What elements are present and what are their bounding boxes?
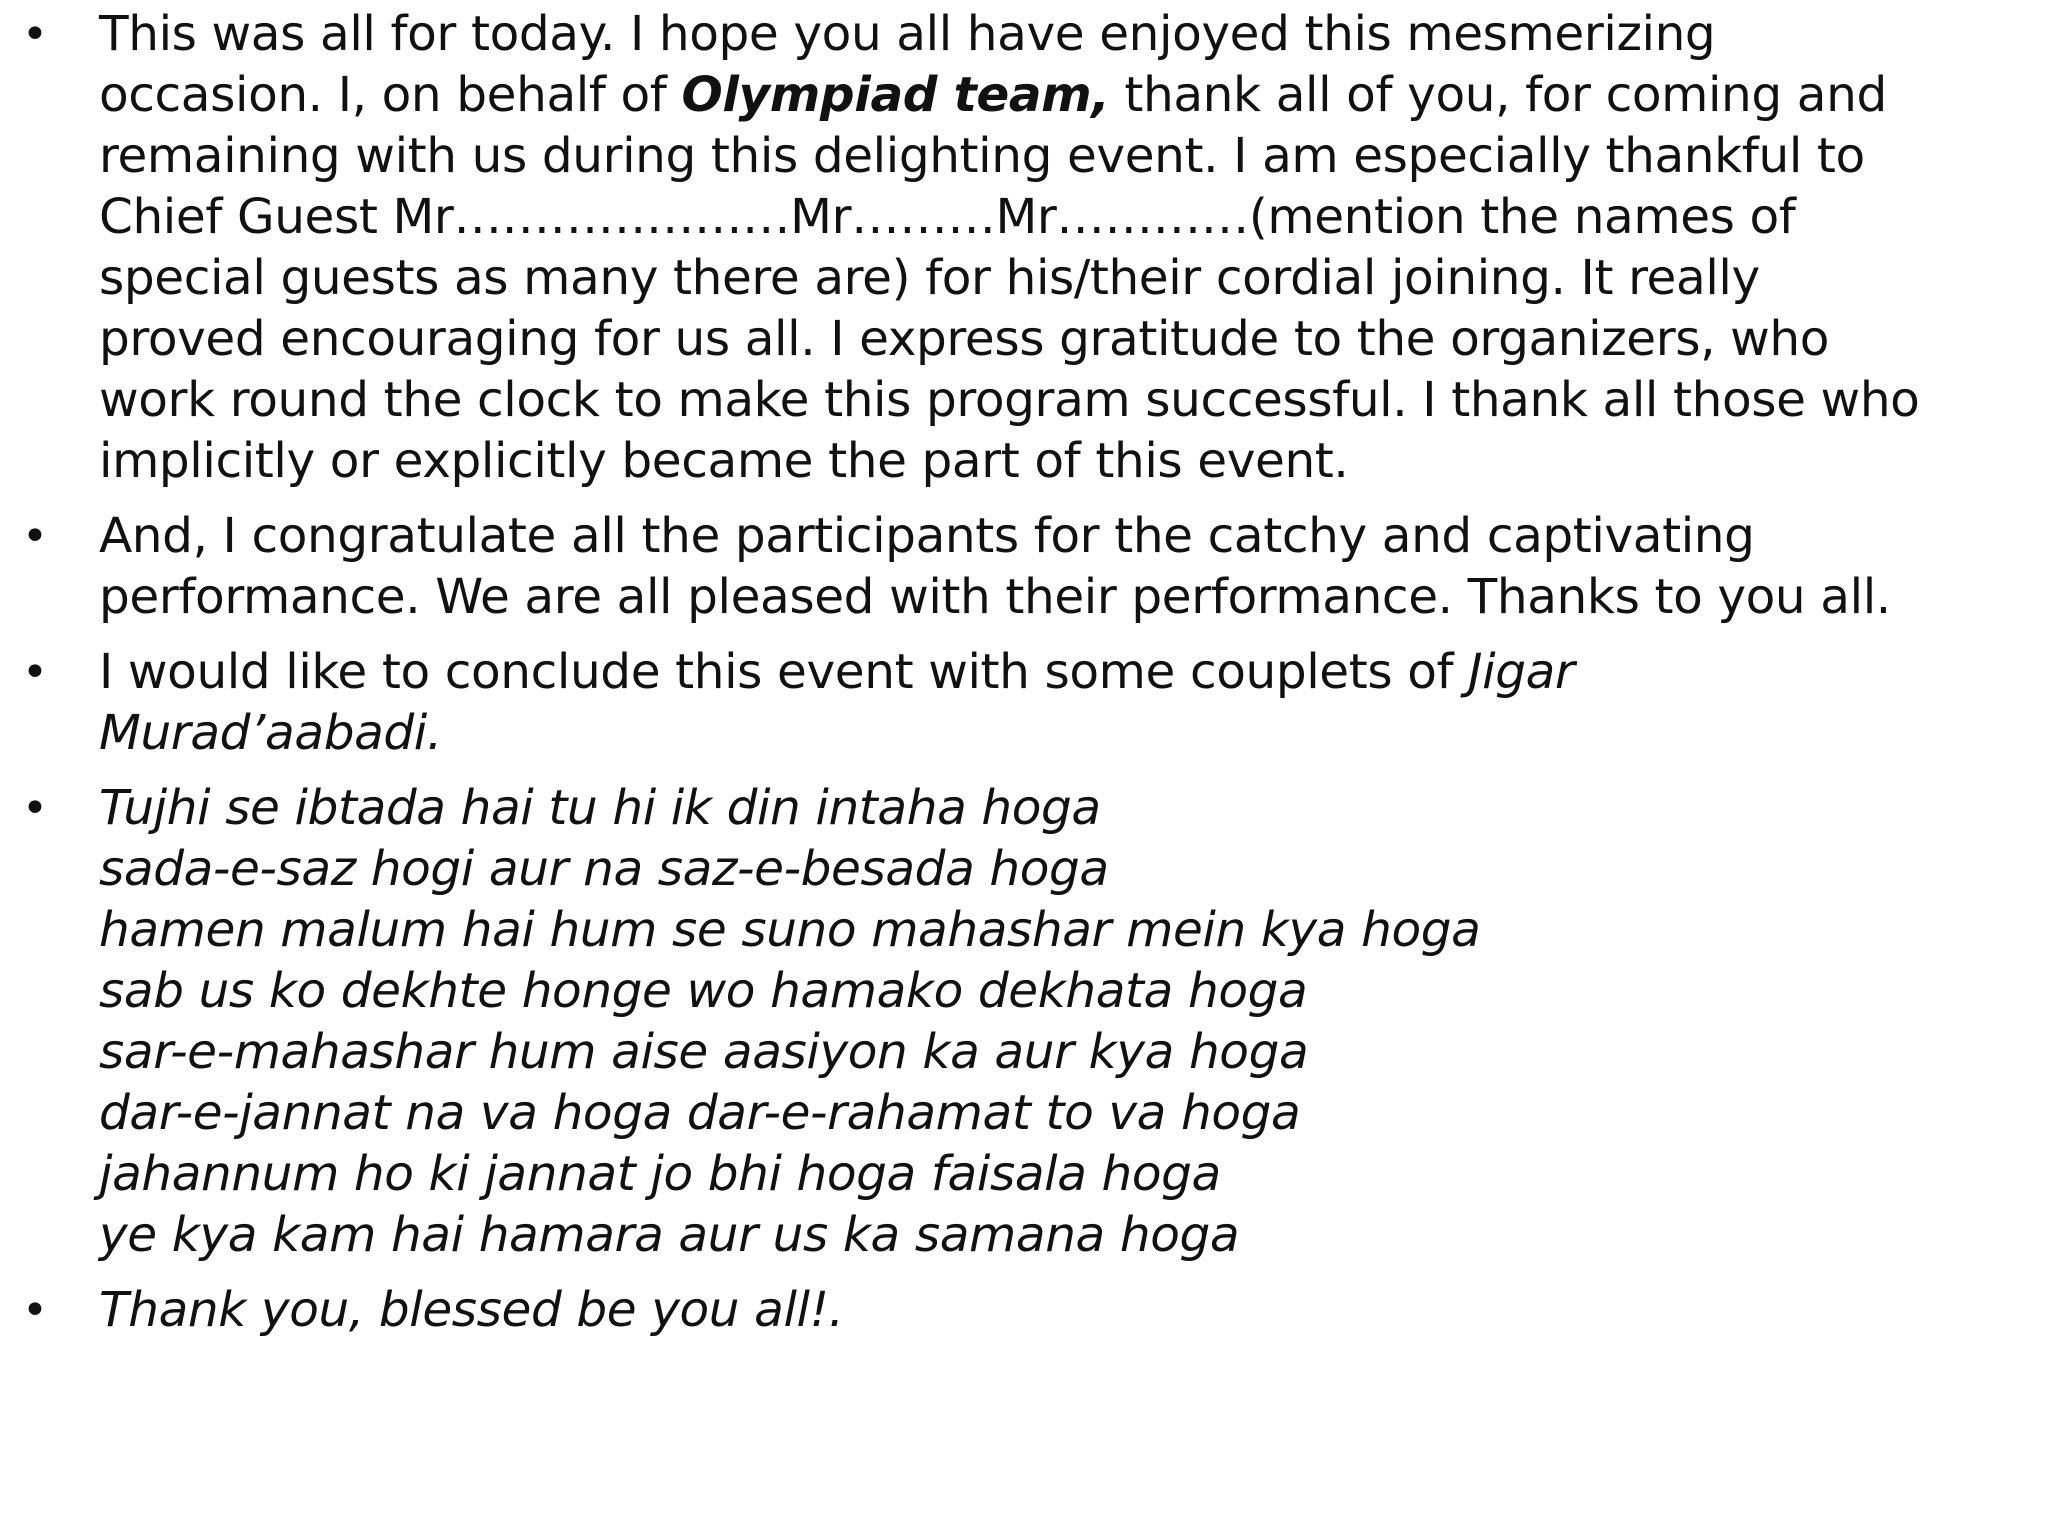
- bullet-icon: •: [22, 647, 48, 698]
- text-line: implicitly or explicitly became the part of this event.: [99, 433, 1349, 489]
- text-line: And, I congratulate all the participants for the catchy and captivating: [99, 508, 1755, 564]
- poem-line: sab us ko dekhte honge wo hamako dekhata hoga: [99, 963, 1308, 1019]
- text-line: Chief Guest Mr…………………Mr………Mr…………(mention the names of: [99, 189, 1796, 245]
- text-run: thank all of you, for coming and: [1109, 67, 1887, 123]
- bullet-icon: •: [22, 1285, 48, 1336]
- poem-line: sar-e-mahashar hum aise aasiyon ka aur kya hoga: [99, 1024, 1309, 1080]
- olympiad-team-emphasis: Olympiad team,: [681, 67, 1110, 123]
- poem-line: dar-e-jannat na va hoga dar-e-rahamat to va hoga: [99, 1085, 1301, 1141]
- text-line: [99, 65, 2040, 126]
- bullet-thank-you: [0, 1280, 2040, 1341]
- bullet-icon: •: [22, 511, 48, 562]
- bullet-icon: •: [22, 783, 48, 834]
- closing-line: Thank you, blessed be you all!.: [99, 1282, 844, 1338]
- bullet-icon: •: [22, 9, 48, 60]
- bullet-closing-remarks: [0, 4, 2040, 492]
- text-line: This was all for today. I hope you all have enjoyed this mesmerizing: [99, 6, 1716, 62]
- poem-line: Tujhi se ibtada hai tu hi ik din intaha hoga: [99, 780, 1101, 836]
- text-run: I would like to conclude this event with some couplets of: [99, 644, 1469, 700]
- poem-line: hamen malum hai hum se suno mahashar mein kya hoga: [99, 902, 1481, 958]
- text-line: performance. We are all pleased with their performance. Thanks to you all.: [99, 569, 1891, 625]
- bullet-list: [0, 4, 2040, 1355]
- poet-name: Murad’aabadi.: [99, 705, 442, 761]
- text-line: remaining with us during this delighting event. I am especially thankful to: [99, 128, 1865, 184]
- bullet-couplets-intro: [0, 642, 2040, 764]
- bullet-congratulations: [0, 506, 2040, 628]
- text-line: special guests as many there are) for his/their cordial joining. It really: [99, 250, 1760, 306]
- text-line: [99, 642, 2040, 703]
- poem-line: jahannum ho ki jannat jo bhi hoga faisala hoga: [99, 1146, 1221, 1202]
- poem-line: sada-e-saz hogi aur na saz-e-besada hoga: [99, 841, 1109, 897]
- text-run: occasion. I, on behalf of: [99, 67, 682, 123]
- text-line: work round the clock to make this program successful. I thank all those who: [99, 372, 1920, 428]
- poem-line: ye kya kam hai hamara aur us ka samana hoga: [99, 1207, 1240, 1263]
- bullet-poem: [0, 778, 2040, 1266]
- poet-name: Jigar: [1468, 644, 1575, 700]
- text-line: proved encouraging for us all. I express gratitude to the organizers, who: [99, 311, 1830, 367]
